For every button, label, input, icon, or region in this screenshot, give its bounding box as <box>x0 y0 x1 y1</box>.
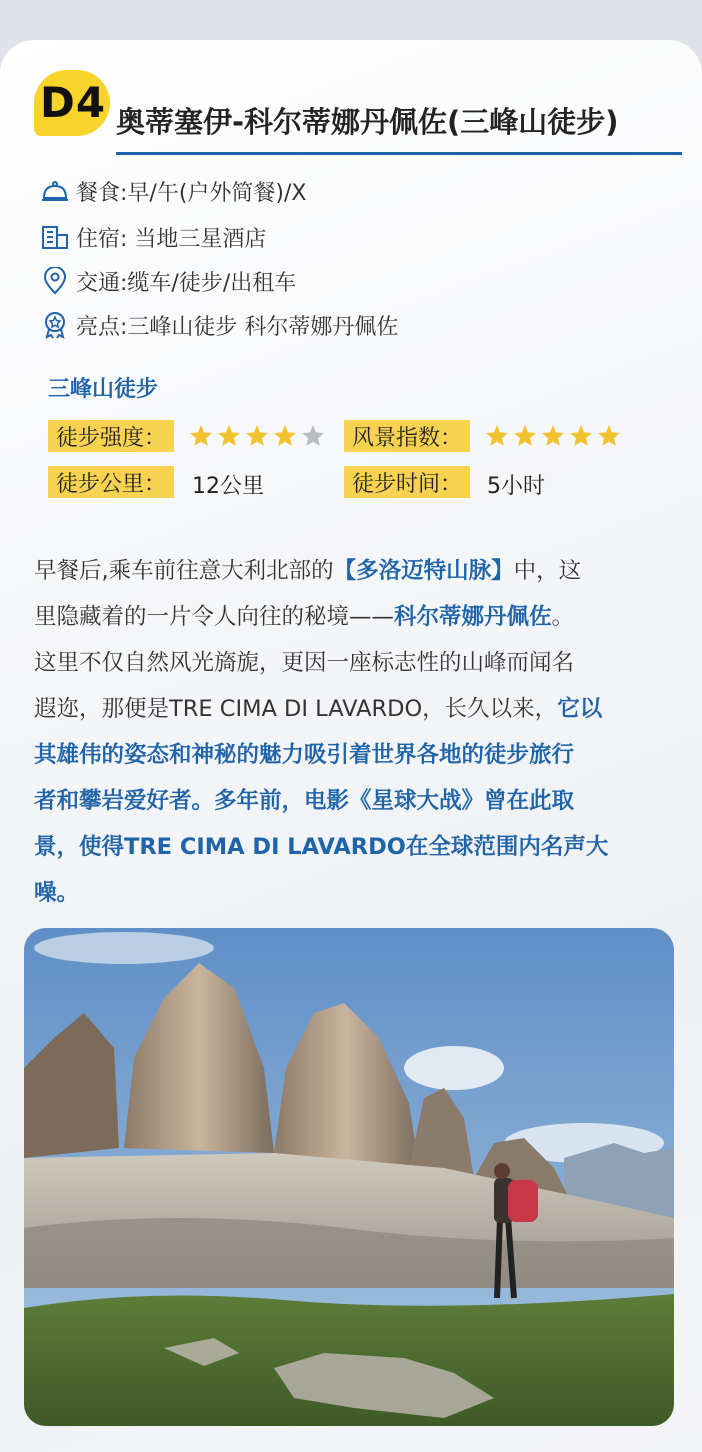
desc-highlight: 景，使得TRE CIMA DI LAVARDO在全球范围内名声大 <box>34 834 609 860</box>
hotel-text: 住宿: 当地三星酒店 <box>76 226 267 252</box>
title-divider <box>116 152 682 155</box>
desc-highlight: 它以 <box>557 696 603 722</box>
star-empty-icon <box>300 423 326 449</box>
desc-text: 。 <box>551 604 575 630</box>
day-badge-label: D4 <box>40 78 107 127</box>
desc-highlight: 科尔蒂娜丹佩佐 <box>394 604 552 630</box>
highlights-text: 亮点:三峰山徒步 科尔蒂娜丹佩佐 <box>76 314 399 340</box>
hotel-icon <box>40 223 70 251</box>
meals-row <box>40 176 306 206</box>
desc-highlight: 噪。 <box>34 880 80 906</box>
desc-text: 中，这 <box>513 558 582 584</box>
mountain-hiker-illustration <box>24 928 674 1426</box>
time-label: 徒步时间： <box>344 466 470 498</box>
scenery-rating <box>484 423 622 449</box>
star-filled-icon <box>540 423 566 449</box>
desc-highlight: 其雄伟的姿态和神秘的魅力吸引着世界各地的徒步旅行 <box>34 742 575 768</box>
transport-row <box>40 266 296 296</box>
transport-text: 交通:缆车/徒步/出租车 <box>76 270 297 296</box>
star-filled-icon <box>596 423 622 449</box>
award-badge-icon <box>40 311 70 339</box>
intensity-rating <box>188 423 326 449</box>
scenery-label: 风景指数： <box>344 420 470 452</box>
star-filled-icon <box>244 423 270 449</box>
desc-highlight: 【多洛迈特山脉】 <box>333 558 514 584</box>
desc-text: 早餐后,乘车前往意大利北部的 <box>34 558 334 584</box>
desc-highlight: 者和攀岩爱好者。多年前，电影《星球大战》曾在此取 <box>34 788 575 814</box>
distance-value: 12公里 <box>192 474 264 499</box>
star-filled-icon <box>568 423 594 449</box>
star-filled-icon <box>272 423 298 449</box>
tre-cime-photo <box>24 928 674 1426</box>
location-pin-icon <box>40 267 70 295</box>
meals-text: 餐食:早/午(户外简餐)/X <box>76 180 307 206</box>
desc-text: 这里不仅自然风光旖旎，更因一座标志性的山峰而闻名 <box>34 650 575 676</box>
desc-text: 遐迩，那便是TRE CIMA DI LAVARDO，长久以来， <box>34 696 558 722</box>
star-filled-icon <box>216 423 242 449</box>
intensity-label: 徒步强度： <box>48 420 174 452</box>
time-value: 5小时 <box>487 474 545 499</box>
star-filled-icon <box>512 423 538 449</box>
day-title: 奥蒂塞伊-科尔蒂娜丹佩佐(三峰山徒步) <box>116 105 619 139</box>
desc-text: 里隐藏着的一片令人向往的秘境—— <box>34 604 395 630</box>
highlights-row <box>40 310 398 340</box>
distance-label: 徒步公里： <box>48 466 174 498</box>
hotel-row <box>40 222 266 252</box>
description-paragraph <box>34 548 684 916</box>
day-badge <box>34 70 110 136</box>
hike-section-title: 三峰山徒步 <box>48 377 159 402</box>
meal-bell-icon <box>40 177 70 205</box>
star-filled-icon <box>188 423 214 449</box>
star-filled-icon <box>484 423 510 449</box>
